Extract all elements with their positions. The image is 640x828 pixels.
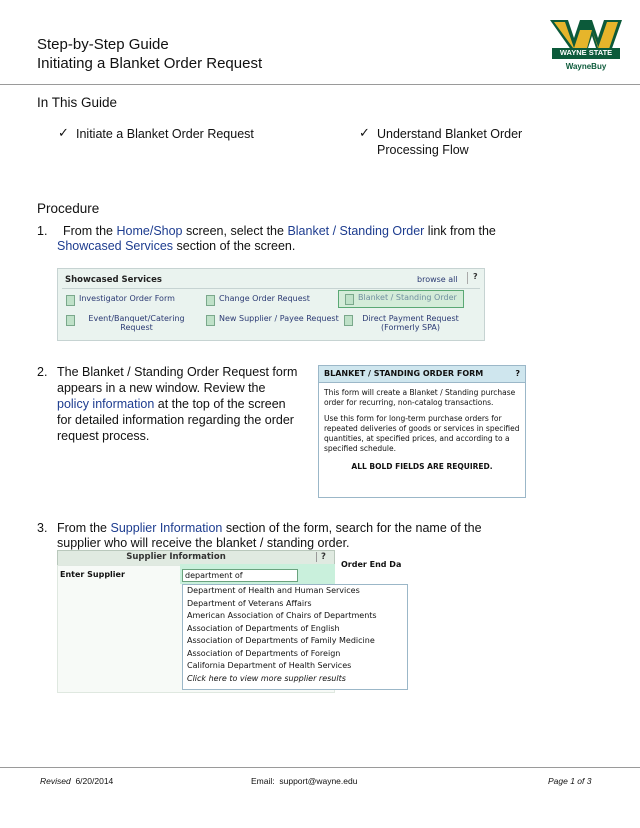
order-end-date-label: Order End Da: [341, 560, 402, 569]
document-icon: [344, 315, 353, 326]
showcased-title: Showcased Services: [65, 275, 162, 285]
required-fields-note: ALL BOLD FIELDS ARE REQUIRED.: [351, 462, 493, 471]
step-number: 3.: [37, 521, 48, 535]
step-number: 2.: [37, 365, 48, 379]
step3-line1: From the Supplier Information section of the form, search for the name of the: [57, 521, 482, 535]
step2-text: The Blanket / Standing Order Request form appears in a new window. Review the policy information at the top of the screen for detailed information regarding the order request process.: [57, 365, 298, 443]
support-email: Email: support@wayne.edu: [251, 776, 358, 786]
help-icon[interactable]: ?: [467, 272, 478, 284]
logo-text: WAYNE STATE: [559, 48, 613, 57]
direct-payment-request-item[interactable]: Direct Payment Request (Formerly SPA): [344, 314, 464, 332]
investigator-order-form-item[interactable]: Investigator Order Form: [66, 294, 175, 306]
logo-subtitle: WayneBuy: [565, 62, 607, 71]
supplier-result[interactable]: Association of Departments of English: [187, 623, 340, 633]
event-banquet-catering-item[interactable]: Event/Banquet/Catering Request: [66, 314, 194, 332]
blanket-standing-order-form: [318, 365, 526, 498]
more-results-link[interactable]: Click here to view more supplier results: [187, 673, 346, 683]
blanket-standing-order-link: Blanket / Standing Order: [287, 224, 425, 238]
help-icon[interactable]: ?: [316, 552, 326, 562]
guide-item: Initiate a Blanket Order Request: [76, 127, 254, 141]
step1-line1: From the Home/Shop screen, select the Blanket / Standing Order link from the: [63, 224, 496, 238]
page-number: Page 1 of 3: [548, 776, 592, 786]
revised-date: Revised 6/20/2014: [40, 776, 114, 786]
document-icon: [66, 315, 75, 326]
enter-supplier-label: Enter Supplier: [60, 570, 125, 579]
document-icon: [345, 294, 354, 305]
supplier-results-dropdown: [182, 584, 408, 690]
blanket-standing-order-item[interactable]: Blanket / Standing Order: [338, 290, 464, 308]
supplier-result[interactable]: Department of Health and Human Services: [187, 586, 360, 595]
supplier-information-link: Supplier Information: [110, 521, 223, 535]
step-number: 1.: [37, 224, 48, 238]
supplier-result[interactable]: Association of Departments of Foreign: [187, 648, 341, 658]
procedure-heading: Procedure: [37, 201, 100, 216]
form-policy-text-2: Use this form for long-term purchase orders for repeated deliveries of goods or services in specified quantities, at specified prices, and according to a specified schedule.: [324, 414, 520, 453]
header-rule: [0, 84, 640, 85]
showcased-services-link: Showcased Services: [57, 239, 174, 253]
step1-line2: Showcased Services section of the screen.: [57, 239, 296, 253]
change-order-request-item[interactable]: Change Order Request: [206, 294, 310, 306]
form-policy-text-1: This form will create a Blanket / Standing purchase order for recurring, non-catalog transactions.: [324, 388, 516, 407]
document-icon: [206, 295, 215, 306]
supplier-result[interactable]: Department of Veterans Affairs: [187, 598, 312, 608]
document-icon: [206, 315, 215, 326]
supplier-header: Supplier Information ?: [57, 550, 335, 566]
document-icon: [66, 295, 75, 306]
supplier-result[interactable]: Association of Departments of Family Medicine: [187, 636, 375, 645]
guide-title: Step-by-Step Guide: [37, 36, 169, 53]
step3-line2: supplier who will receive the blanket / standing order.: [57, 536, 350, 550]
supplier-result[interactable]: American Association of Chairs of Departments: [187, 611, 377, 620]
check-icon: ✓: [58, 125, 69, 140]
help-icon[interactable]: ?: [515, 369, 520, 378]
supplier-section: [57, 550, 403, 692]
guide-subtitle: Initiating a Blanket Order Request: [37, 55, 263, 72]
home-shop-link: Home/Shop: [116, 224, 183, 238]
panel-divider: [62, 288, 480, 289]
policy-information-link: policy information: [57, 397, 155, 411]
footer-rule: [0, 767, 640, 768]
browse-all-link[interactable]: browse all: [417, 275, 458, 284]
new-supplier-payee-item[interactable]: New Supplier / Payee Request: [206, 314, 339, 326]
supplier-search-input[interactable]: department of: [182, 569, 298, 582]
supplier-result[interactable]: California Department of Health Services: [187, 661, 352, 670]
form-header: BLANKET / STANDING ORDER FORM ?: [319, 366, 525, 383]
check-icon: ✓: [359, 125, 370, 140]
in-this-guide-heading: In This Guide: [37, 95, 118, 110]
showcased-services-panel: [57, 268, 485, 341]
guide-item: Understand Blanket Order Processing Flow: [377, 127, 523, 157]
